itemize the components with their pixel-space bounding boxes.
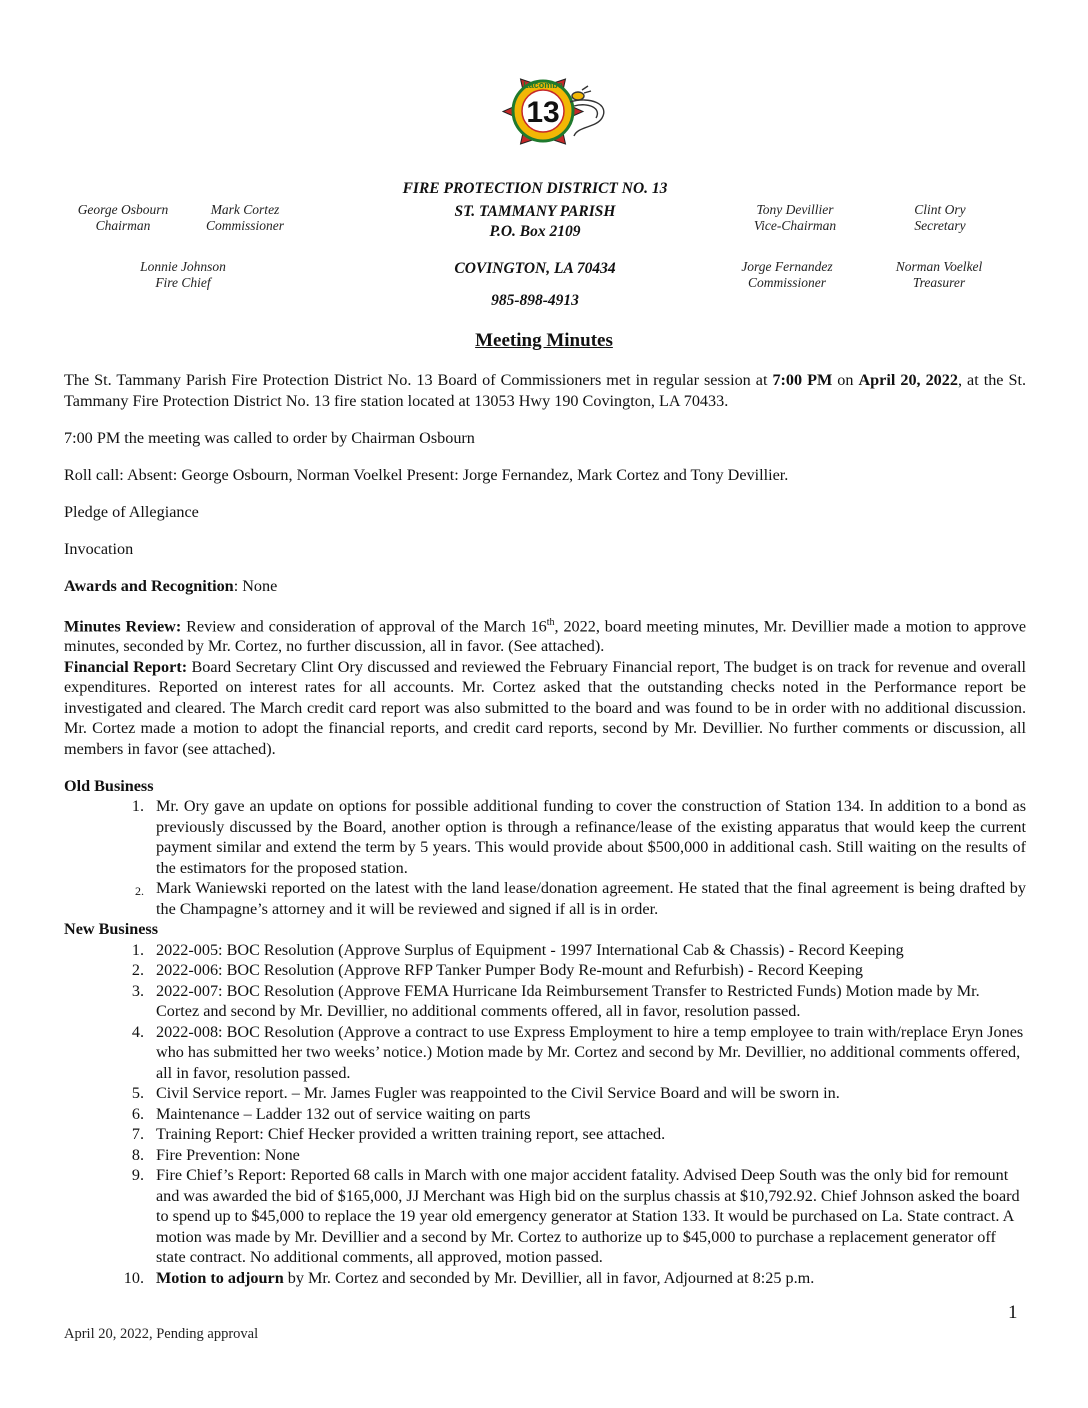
awards-text: : None	[233, 576, 278, 595]
old-business-heading: Old Business	[64, 776, 154, 795]
officer-title: Commissioner	[747, 275, 826, 290]
officer-name: Tony Devillier	[756, 202, 834, 217]
item-number: 5.	[131, 1084, 144, 1103]
list-item	[64, 1145, 1026, 1166]
list-item	[64, 1124, 1026, 1145]
item-number: 1.	[131, 797, 144, 816]
org-phone: 985-898-4913	[491, 292, 579, 309]
org-parish: ST. TAMMANY PARISH	[454, 203, 616, 220]
logo-arc-text: Lacombe	[523, 80, 563, 90]
page-footer: April 20, 2022, Pending approval	[64, 1326, 259, 1342]
adjourn-label: Motion to adjourn	[156, 1268, 284, 1287]
item-text: Fire Prevention: None	[156, 1145, 300, 1164]
item-text: 2022-008: BOC Resolution (Approve a contract to use Express Employment to hire a temp employee to train with/replace Eryn Jones who has submitted her two weeks’ notice.) Motion made by Mr. Cortez and second by Mr. Devillier, no additional comments offered, all in favor, resolution passed.	[156, 1022, 1024, 1082]
list-item	[64, 796, 1026, 878]
financial-report	[64, 657, 1026, 760]
officer-name: Norman Voelkel	[895, 259, 983, 274]
item-text	[156, 1268, 1026, 1289]
item-number: 7.	[131, 1125, 144, 1144]
officer-name: Clint Ory	[914, 202, 966, 217]
intro-text: , at the St. Tammany Fire Protection District No. 13 fire station located at 13053 Hwy 190 Covington, LA 70433.	[64, 371, 1027, 410]
officer-commissioner-fernandez	[702, 259, 872, 291]
item-number: 8.	[131, 1145, 144, 1164]
officer-name: Lonnie Johnson	[140, 259, 226, 274]
officer-name: George Osbourn	[77, 202, 169, 217]
intro-text: on	[832, 371, 859, 389]
item-text: Training Report: Chief Hecker provided a written training report, see attached.	[156, 1125, 666, 1144]
minutes-review-text: Review and consideration of approval of the March 16	[181, 616, 547, 635]
new-business-list	[64, 940, 1026, 1289]
item-text: 2022-005: BOC Resolution (Approve Surplus of Equipment - 1997 International Cab & Chassis) - Record Keeping	[156, 940, 904, 959]
list-item	[64, 940, 1026, 961]
item-number: 10.	[123, 1268, 144, 1287]
financial-report-text: Board Secretary Clint Ory discussed and reviewed the February Financial report, The budget is on track for revenue and overall expenditures. Reported on interest rates for all accounts. Mr. Cortez asked that the outstanding checks noted in the Performance report be investigated and cleared. The March credit card report was also submitted to the board and was found to be in order with no additional discussion. Mr. Cortez made a motion to adopt the financial reports, and credit card reports, second by Mr. Devillier. No further comments or discussion, all members in favor (see attached).	[64, 657, 1026, 758]
list-item	[64, 1268, 1026, 1289]
org-city: COVINGTON, LA 70434	[454, 260, 616, 277]
officer-title: Vice-Chairman	[753, 218, 837, 233]
item-number: 3.	[131, 981, 144, 1000]
list-item	[64, 1165, 1026, 1268]
new-business-heading: New Business	[64, 920, 158, 939]
item-text: Mark Waniewski reported on the latest with the land lease/donation agreement. He stated that the final agreement is being drafted by the Champagne’s attorney and it will be reviewed and signed if all is in order.	[156, 879, 1026, 918]
item-text: Maintenance – Ladder 132 out of service waiting on parts	[156, 1104, 531, 1123]
officer-title: Treasurer	[912, 275, 966, 290]
list-item	[64, 1083, 1026, 1104]
item-text: Fire Chief’s Report: Reported 68 calls in March with one major accident fatality. Advised Deep South was the only bid for remount and was awarded the bid of $165,000, JJ Merchant was High bid on the surplus chassis at $10,792.92. Chief Johnson asked the board to spend up to $45,000 to replace the 19 year old emergency generator at Station 133. It would be purchased on La. State contract. A motion was made by Mr. Devillier and a second by Mr. Cortez to authorize up to $45,000 to purchase a replacement generator off state contract. No additional comments, all approved, motion passed.	[156, 1166, 1020, 1267]
intro-paragraph	[64, 370, 1026, 411]
call-to-order: 7:00 PM the meeting was called to order by Chairman Osbourn	[64, 428, 475, 447]
district-logo	[470, 66, 618, 160]
list-item	[64, 878, 1026, 919]
item-text: 2022-006: BOC Resolution (Approve RFP Tanker Pumper Body Re-mount and Refurbish) - Record Keeping	[156, 961, 863, 980]
list-item	[64, 981, 1026, 1022]
officer-title: Secretary	[914, 218, 966, 233]
meeting-time: 7:00 PM	[772, 371, 833, 389]
invocation: Invocation	[64, 539, 134, 558]
minutes-body	[64, 370, 1026, 1288]
officer-title: Chairman	[95, 218, 151, 233]
officer-title: Fire Chief	[155, 275, 211, 290]
officer-secretary	[855, 202, 1025, 234]
old-business-list	[64, 796, 1026, 919]
officer-name: Jorge Fernandez	[741, 259, 833, 274]
officer-title: Commissioner	[205, 218, 284, 233]
ordinal-suffix: th	[546, 616, 555, 628]
item-number: 6.	[131, 1104, 144, 1123]
item-text: Civil Service report. – Mr. James Fugler was reappointed to the Civil Service Board and will be sworn in.	[156, 1084, 840, 1103]
logo-number: 13	[526, 96, 560, 129]
item-number: 2.	[131, 961, 144, 980]
intro-text: The St. Tammany Parish Fire Protection District No. 13 Board of Commissioners met in regular session at	[64, 371, 773, 389]
item-number: 4.	[131, 1022, 144, 1041]
page-title: Meeting Minutes	[475, 330, 613, 351]
officer-treasurer	[854, 259, 1024, 291]
list-item	[64, 960, 1026, 981]
pledge: Pledge of Allegiance	[64, 502, 199, 521]
list-item	[64, 1104, 1026, 1125]
awards-recognition	[64, 576, 1026, 597]
item-number: 2.	[135, 884, 144, 899]
awards-label: Awards and Recognition	[64, 576, 234, 595]
list-item	[64, 1022, 1026, 1084]
org-po-box: P.O. Box 2109	[489, 223, 581, 240]
officer-name: Mark Cortez	[210, 202, 280, 217]
page-number: 1	[1008, 1302, 1018, 1323]
financial-report-label: Financial Report:	[64, 657, 188, 676]
item-text: Mr. Ory gave an update on options for possible additional funding to cover the construction of Station 134. In addition to a bond as previously discussed by the Board, another option is through a refinance/lease of the existing apparatus that would keep the current payment similar and extend the term by 5 years. This would provide about $500,000 in additional cash. Still waiting on the results of the estimators for the proposed station.	[156, 797, 1026, 877]
meeting-date: April 20, 2022	[858, 371, 958, 389]
minutes-review	[64, 613, 1026, 657]
adjourn-text: by Mr. Cortez and seconded by Mr. Devillier, all in favor, Adjourned at 8:25 p.m.	[283, 1268, 815, 1287]
minutes-review-label: Minutes Review:	[64, 616, 182, 635]
roll-call: Roll call: Absent: George Osbourn, Norman Voelkel Present: Jorge Fernandez, Mark Cortez and Tony Devillier.	[64, 465, 789, 484]
item-text: 2022-007: BOC Resolution (Approve FEMA Hurricane Ida Reimbursement Transfer to Restricted Funds) Motion made by Mr. Cortez and second by Mr. Devillier, no additional comments offered, all in favor, resolution passed.	[156, 981, 980, 1021]
org-name: FIRE PROTECTION DISTRICT NO. 13	[402, 180, 668, 197]
item-number: 1.	[131, 940, 144, 959]
item-number: 9.	[131, 1166, 144, 1185]
officer-commissioner-cortez	[160, 202, 330, 234]
officer-fire-chief	[98, 259, 268, 291]
minutes-review-text: , 2022, board meeting minutes, Mr. Devillier made a motion to approve minutes, seconded by Mr. Cortez, no further discussion, all in favor. (See attached).	[64, 616, 1027, 656]
